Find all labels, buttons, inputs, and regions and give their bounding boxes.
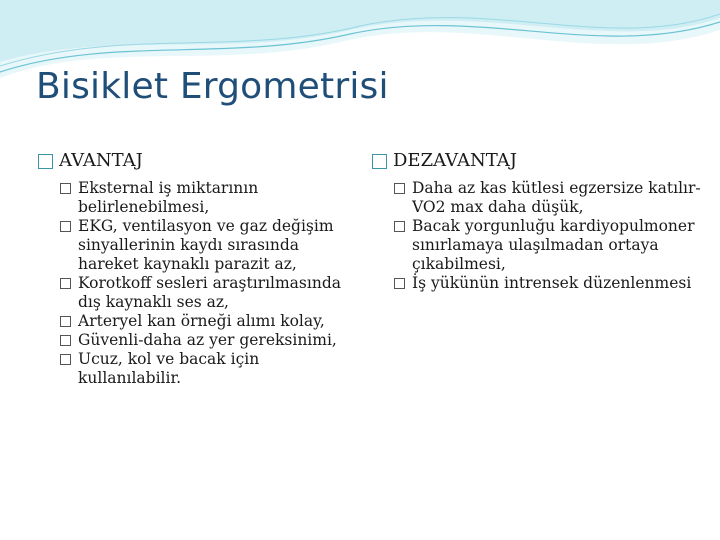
bullet-box-icon (394, 278, 405, 289)
bullet-box-icon (38, 154, 53, 169)
advantages-heading-text: AVANTAJ (59, 150, 143, 171)
advantages-list (38, 179, 358, 388)
bullet-box-icon (60, 221, 71, 232)
bullet-box-icon (394, 221, 405, 232)
bullet-box-icon (60, 278, 71, 289)
disadvantages-heading (372, 150, 702, 171)
list-item: Daha az kas kütlesi egzersize katılır-VO2 max daha düşük, (394, 179, 702, 217)
list-item: İş yükünün intrensek düzenlenmesi (394, 274, 702, 293)
advantages-column (38, 150, 358, 388)
advantages-heading (38, 150, 358, 171)
list-item: Bacak yorgunluğu kardiyopulmoner sınırlamaya ulaşılmadan ortaya çıkabilmesi, (394, 217, 702, 274)
bullet-box-icon (372, 154, 387, 169)
list-item: Korotkoff sesleri araştırılmasında dış kaynaklı ses az, (60, 274, 358, 312)
list-item: EKG, ventilasyon ve gaz değişim sinyallerinin kaydı sırasında hareket kaynaklı parazit az, (60, 217, 358, 274)
list-item: Güvenli-daha az yer gereksinimi, (60, 331, 358, 350)
slide-title: Bisiklet Ergometrisi (36, 66, 389, 107)
list-item: Eksternal iş miktarının belirlenebilmesi, (60, 179, 358, 217)
disadvantages-column (372, 150, 702, 293)
bullet-box-icon (394, 183, 405, 194)
bullet-box-icon (60, 335, 71, 346)
bullet-box-icon (60, 183, 71, 194)
list-item: Ucuz, kol ve bacak için kullanılabilir. (60, 350, 358, 388)
bullet-box-icon (60, 354, 71, 365)
list-item: Arteryel kan örneği alımı kolay, (60, 312, 358, 331)
disadvantages-list (372, 179, 702, 293)
bullet-box-icon (60, 316, 71, 327)
disadvantages-heading-text: DEZAVANTAJ (393, 150, 517, 171)
